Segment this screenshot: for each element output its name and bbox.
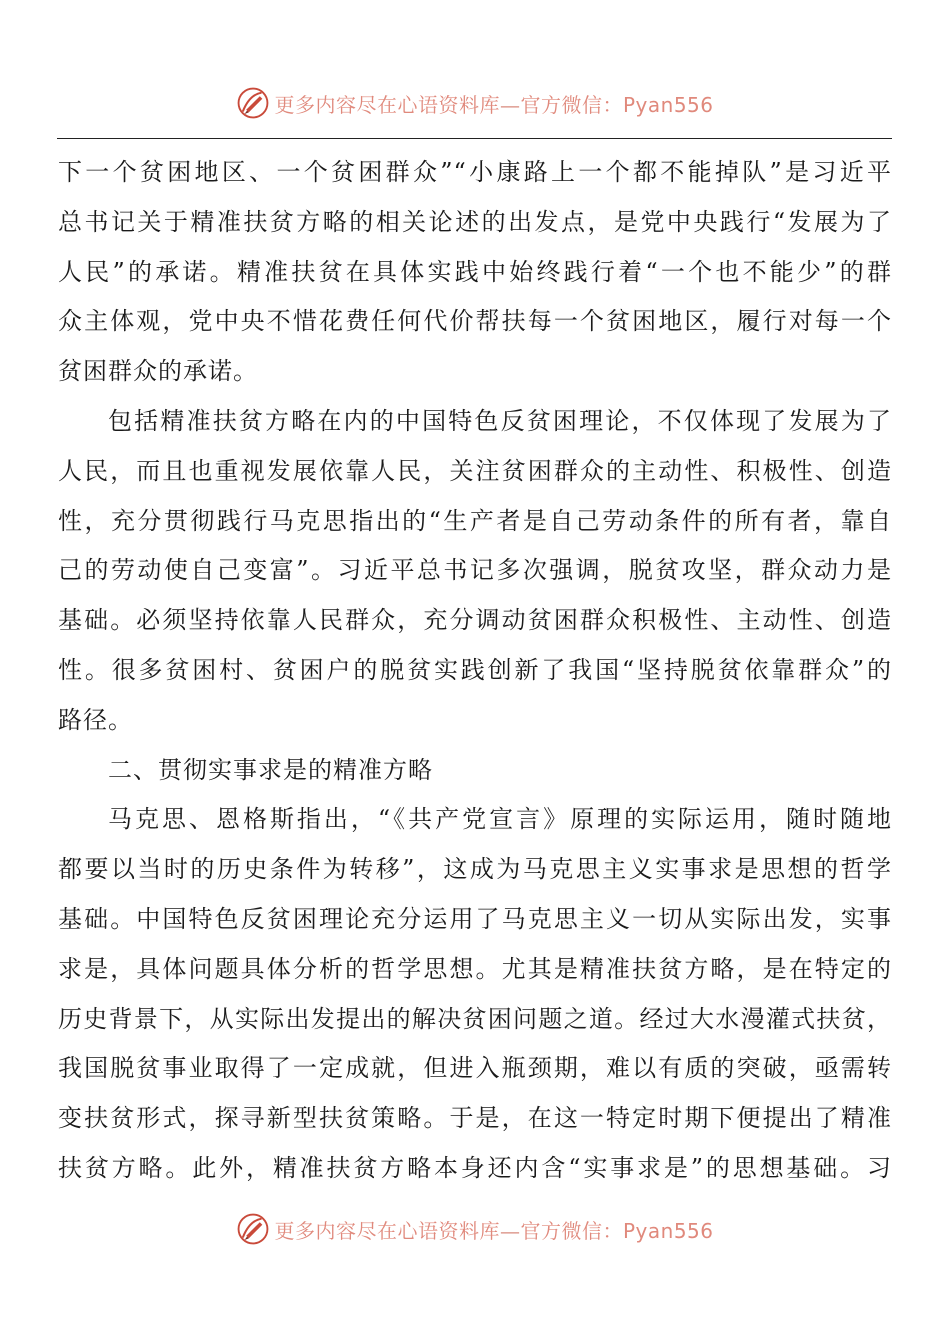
watermark-separator: —	[499, 1218, 521, 1243]
text-line: 基础。必须坚持依靠人民群众，充分调动贫困群众积极性、主动性、创造	[58, 606, 892, 635]
paragraph-start-line: 马克思、恩格斯指出，“《共产党宣言》原理的实际运用，随时随地	[108, 805, 892, 834]
official-wechat-label: 官方微信：	[520, 92, 623, 117]
text-line: 历史背景下，从实际出发提出的解决贫困问题之道。经过大水漫灌式扶贫，	[58, 1004, 892, 1033]
wechat-id: Pyan556	[622, 92, 714, 117]
watermark-text: 更多内容尽在心语资料库	[274, 92, 500, 117]
text-line: 人民，而且也重视发展依靠人民，关注贫困群众的主动性、积极性、创造	[58, 456, 892, 485]
header-watermark	[0, 83, 950, 123]
text-line: 众主体观，党中央不惜花费任何代价帮扶每一个贫困地区，履行对每一个	[58, 307, 892, 336]
wechat-id: Pyan556	[622, 1218, 714, 1243]
text-line: 总书记关于精准扶贫方略的相关论述的出发点，是党中央践行“发展为了	[58, 207, 892, 236]
text-line: 性，充分贯彻践行马克思指出的“生产者是自己劳动条件的所有者，靠自	[58, 506, 892, 535]
text-line: 基础。中国特色反贫困理论充分运用了马克思主义一切从实际出发，实事	[58, 904, 892, 933]
text-line: 扶贫方略。此外，精准扶贫方略本身还内含“实事求是”的思想基础。习	[58, 1153, 892, 1182]
text-line: 路径。	[58, 705, 133, 734]
text-line: 变扶贫形式，探寻新型扶贫策略。于是，在这一特定时期下便提出了精准	[58, 1104, 892, 1133]
text-line: 性。很多贫困村、贫困户的脱贫实践创新了我国“坚持脱贫依靠群众”的	[58, 655, 892, 684]
text-line: 我国脱贫事业取得了一定成就，但进入瓶颈期，难以有质的突破，亟需转	[58, 1054, 892, 1083]
text-line: 己的劳动使自己变富”。习近平总书记多次强调，脱贫攻坚，群众动力是	[58, 556, 892, 585]
text-line: 下一个贫困地区、一个贫困群众”“小康路上一个都不能掉队”是习近平	[58, 158, 892, 186]
text-line: 人民”的承诺。精准扶贫在具体实践中始终践行着“一个也不能少”的群	[58, 257, 892, 286]
section-heading: 二、贯彻实事求是的精准方略	[108, 755, 433, 784]
document-body	[58, 148, 892, 1194]
official-wechat-label: 官方微信：	[520, 1218, 623, 1243]
text-line: 求是，具体问题具体分析的哲学思想。尤其是精准扶贫方略，是在特定的	[58, 954, 892, 983]
pen-logo-icon	[236, 1212, 270, 1246]
pen-logo-icon	[236, 86, 270, 120]
footer-watermark	[0, 1209, 950, 1249]
watermark-text: 更多内容尽在心语资料库	[274, 1218, 500, 1243]
text-line: 贫困群众的承诺。	[58, 357, 258, 386]
paragraph-start-line: 包括精准扶贫方略在内的中国特色反贫困理论，不仅体现了发展为了	[108, 406, 892, 435]
watermark-separator: —	[499, 92, 521, 117]
text-line: 都要以当时的历史条件为转移”，这成为马克思主义实事求是思想的哲学	[58, 855, 892, 884]
header-rule	[57, 138, 892, 139]
